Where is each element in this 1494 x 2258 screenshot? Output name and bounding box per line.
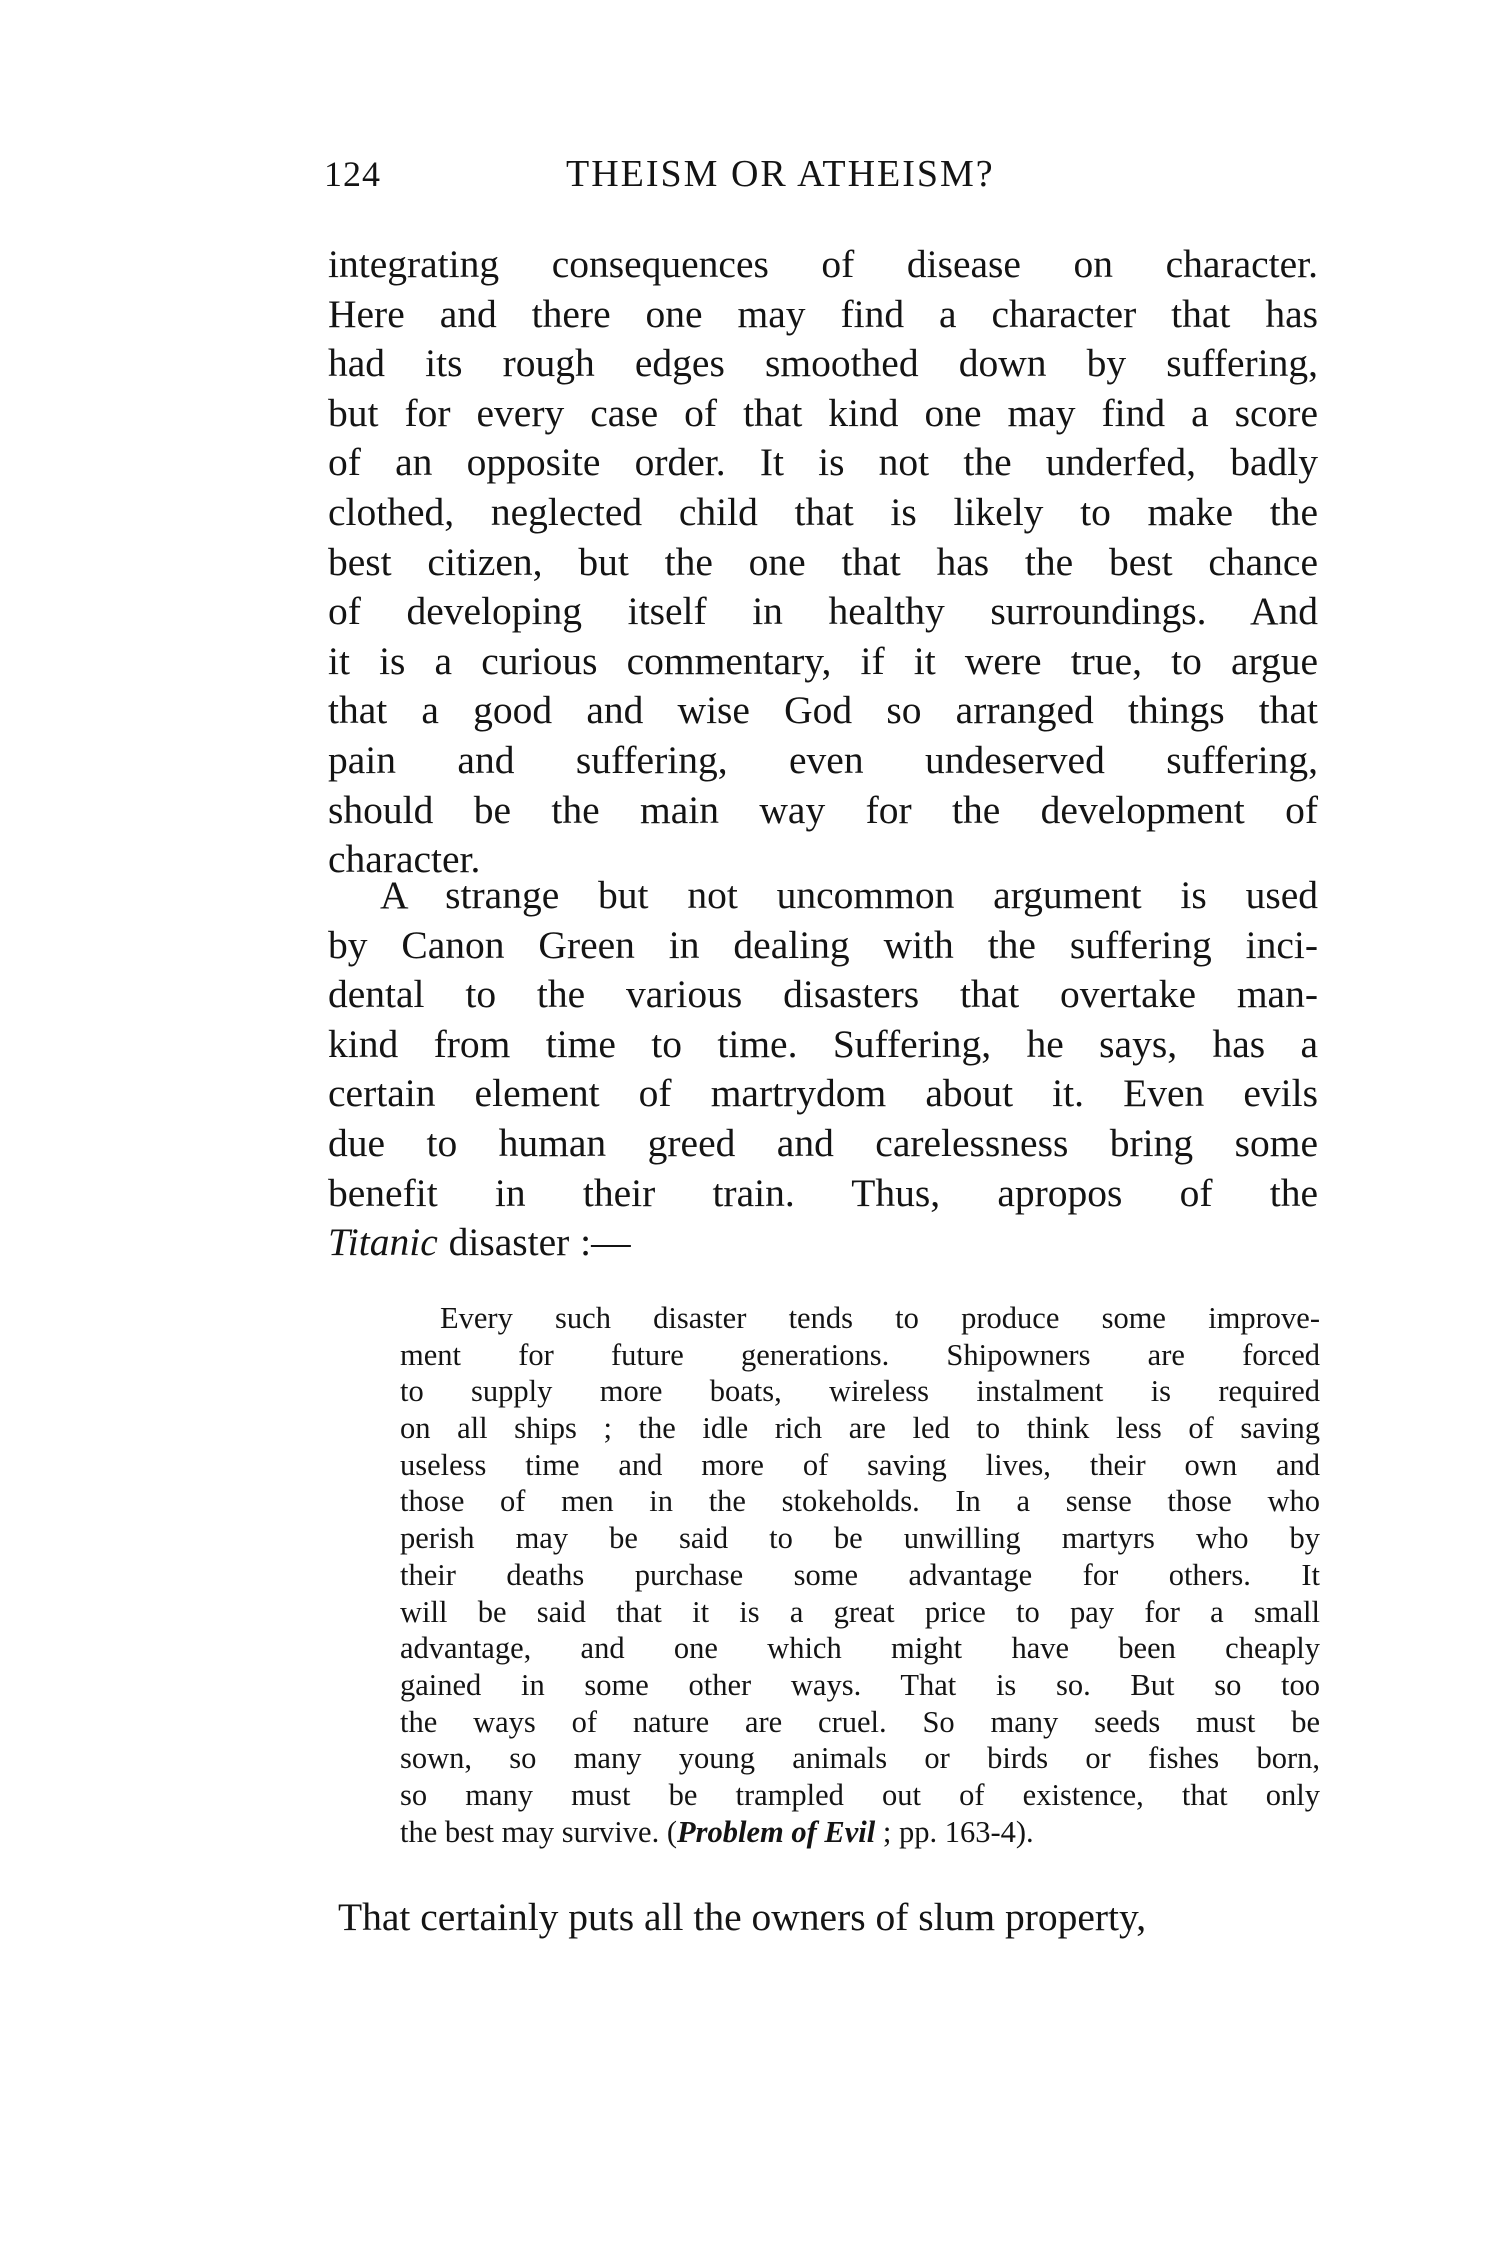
text-line: that a good and wise God so arranged things that (328, 688, 1318, 733)
text-line: That certainly puts all the owners of slum property, (338, 1895, 1147, 1939)
quote-line-last (400, 1814, 1320, 1851)
text-line: pain and suffering, even undeserved suffering, (328, 737, 1318, 782)
text-line: best citizen, but the one that has the best chance (328, 539, 1318, 584)
page-number: 124 (324, 154, 381, 194)
text-line: kind from time to time. Suffering, he says, has a (328, 1021, 1318, 1066)
quote-line: to supply more boats, wireless instalment is required (400, 1374, 1320, 1409)
text-line: character. (328, 837, 481, 882)
quote-line: on all ships ; the idle rich are led to think less of saving (400, 1411, 1320, 1446)
citation-title: Problem of Evil (676, 1814, 876, 1849)
text-fragment: disaster :— (437, 1220, 631, 1265)
quote-line: will be said that it is a great price to pay for a small (400, 1594, 1320, 1629)
text-fragment: ; pp. 163-4). (875, 1814, 1034, 1849)
closing-paragraph (338, 1893, 1323, 1943)
paragraph-1 (328, 240, 1318, 885)
quote-line: Every such disaster tends to produce some improve- (440, 1301, 1320, 1335)
text-line: certain element of martrydom about it. Even evils (328, 1071, 1318, 1116)
text-line: had its rough edges smoothed down by suffering, (328, 341, 1318, 386)
quote-line: perish may be said to be unwilling martyrs who by (400, 1521, 1320, 1556)
text-line: Here and there one may find a character that has (328, 291, 1318, 336)
quote-line: ment for future generations. Shipowners are forced (400, 1337, 1320, 1372)
quote-line: sown, so many young animals or birds or fishes born, (400, 1741, 1320, 1776)
text-fragment: the best may survive. ( (400, 1814, 677, 1849)
running-title: THEISM OR ATHEISM? (566, 153, 995, 195)
quote-line: the ways of nature are cruel. So many seeds must be (400, 1704, 1320, 1739)
paragraph-2 (328, 871, 1318, 1268)
quote-line: useless time and more of saving lives, their own and (400, 1447, 1320, 1482)
text-line: clothed, neglected child that is likely to make the (328, 489, 1318, 534)
text-line-last (328, 1218, 1318, 1268)
quote-line: so many must be trampled out of existence, that only (400, 1777, 1320, 1812)
text-line: it is a curious commentary, if it were true, to argue (328, 638, 1318, 683)
text-line: due to human greed and carelessness bring some (328, 1120, 1318, 1165)
text-line: dental to the various disasters that overtake man- (328, 972, 1318, 1017)
text-line: integrating consequences of disease on character. (328, 242, 1318, 286)
ship-name: Titanic (328, 1220, 438, 1265)
text-line: benefit in their train. Thus, apropos of the (328, 1170, 1318, 1215)
text-line: should be the main way for the development of (328, 787, 1318, 832)
text-line: but for every case of that kind one may find a score (328, 390, 1318, 435)
text-line: of an opposite order. It is not the underfed, badly (328, 440, 1318, 485)
quote-line: those of men in the stokeholds. In a sense those who (400, 1484, 1320, 1519)
text-line: A strange but not uncommon argument is used (380, 873, 1318, 917)
quote-line: gained in some other ways. That is so. But so too (400, 1667, 1320, 1702)
text-line: of developing itself in healthy surroundings. And (328, 589, 1318, 634)
text-line: by Canon Green in dealing with the suffering inci- (328, 922, 1318, 967)
block-quote (400, 1300, 1320, 1850)
quote-line: their deaths purchase some advantage for others. It (400, 1557, 1320, 1592)
quote-line: advantage, and one which might have been cheaply (400, 1631, 1320, 1666)
running-head (324, 150, 1324, 210)
